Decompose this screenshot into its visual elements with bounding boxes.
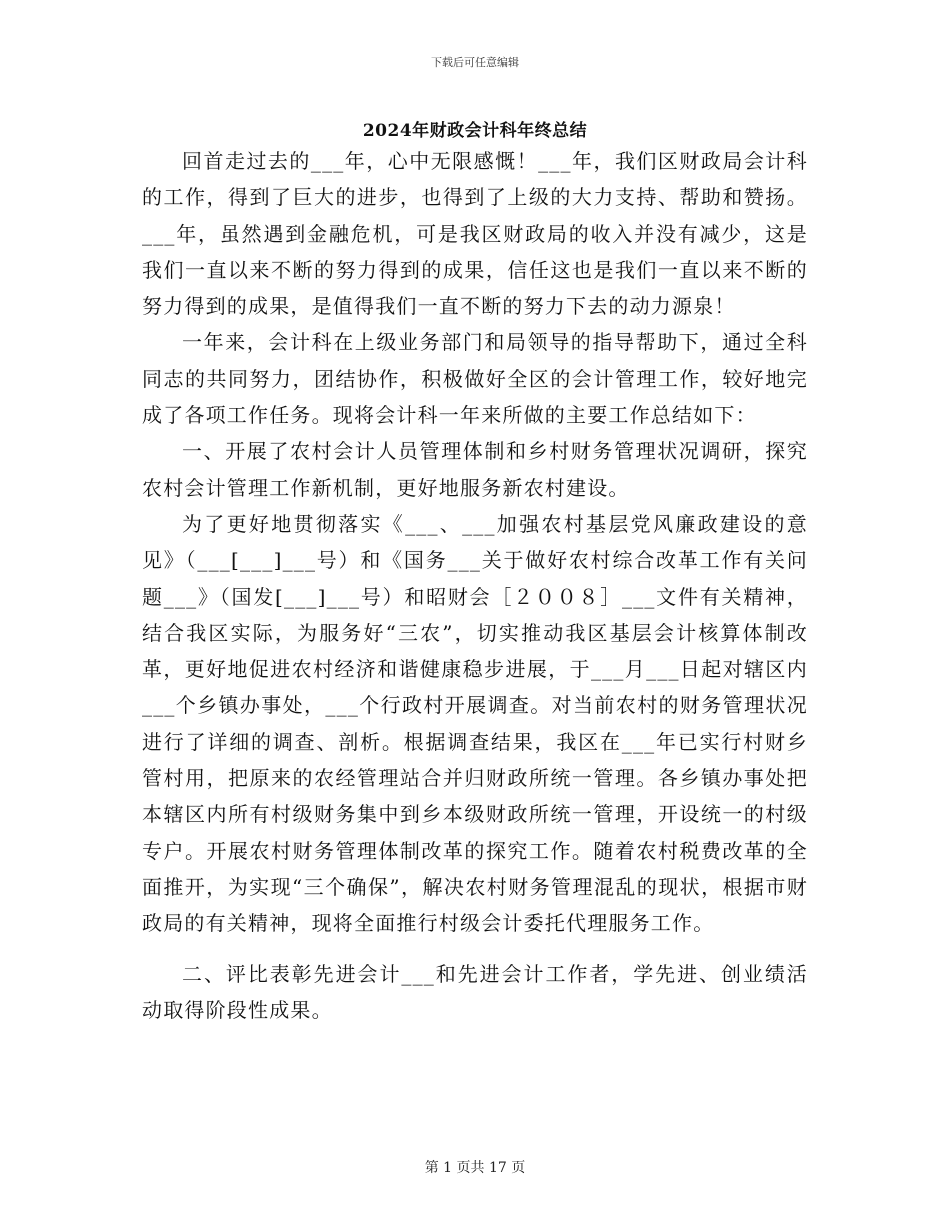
page-footer: 第 1 页共 17 页: [424, 1160, 526, 1176]
document-body: [142, 143, 808, 1028]
paragraph-intro: 回首走过去的___年，心中无限感慨！___年，我们区财政局会计科的工作，得到了巨大的进步，也得到了上级的大力支持、帮助和赞扬。___年，虽然遇到金融危机，可是我区财政局的收入并没有减少，这是我们一直以来不断的努力得到的成果，信任这也是我们一直以来不断的努力得到的成果，是值得我们一直不断的努力下去的动力源泉！: [142, 149, 808, 319]
header-note: 下载后可任意编辑: [431, 56, 519, 69]
paragraph-section-two-heading: 二、评比表彰先进会计___和先进会计工作者，学先进、创业绩活动取得阶段性成果。: [142, 961, 808, 1022]
document-title: 2024年财政会计科年终总结: [362, 121, 588, 141]
paragraph-section-one-heading: 一、开展了农村会计人员管理体制和乡村财务管理状况调研，探究农村会计管理工作新机制，更好地服务新农村建设。: [142, 439, 808, 500]
paragraph-overview: 一年来，会计科在上级业务部门和局领导的指导帮助下，通过全科同志的共同努力，团结协作，积极做好全区的会计管理工作，较好地完成了各项工作任务。现将会计科一年来所做的主要工作总结如下：: [142, 330, 808, 428]
paragraph-section-one-body: 为了更好地贯彻落实《___、___加强农村基层党风廉政建设的意见》（___[___]___号）和《国务___关于做好农村综合改革工作有关问题___》（国发[___]___号）和昭财会［２００８］___文件有关精神，结合我区实际，为服务好“三农”，切实推动我区基层会计核算体制改革，更好地促进农村经济和谐健康稳步进展，于___月___日起对辖区内___个乡镇办事处，___个行政村开展调查。对当前农村的财务管理状况进行了详细的调查、剖析。根据调查结果，我区在___年已实行村财乡管村用，把原来的农经管理站合并归财政所统一管理。各乡镇办事处把本辖区内所有村级财务集中到乡本级财政所统一管理，开设统一的村级专户。开展农村财务管理体制改革的探究工作。随着农村税费改革的全面推开，为实现“三个确保”，解决农村财务管理混乱的现状，根据市财政局的有关精神，现将全面推行村级会计委托代理服务工作。: [142, 511, 808, 936]
